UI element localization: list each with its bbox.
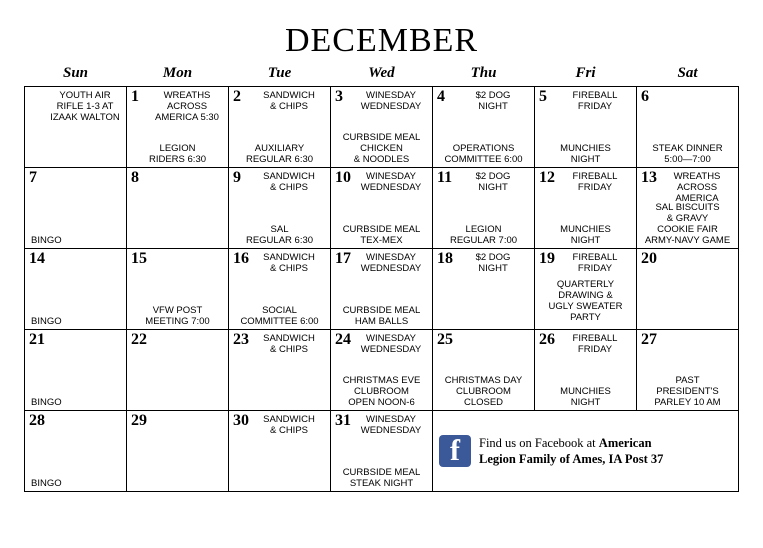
day-note-bottom: MUNCHIES NIGHT: [560, 224, 611, 247]
day-note-bottom: SAL BISCUITS & GRAVY COOKIE FAIR ARMY-NAVY GAME: [644, 202, 731, 247]
calendar-table: [24, 65, 739, 492]
day-note-bottom: AUXILIARY REGULAR 6:30: [245, 143, 314, 166]
weekday-header-sun: Sun: [62, 65, 89, 82]
day-number: 9: [233, 169, 241, 187]
calendar-week-row: [25, 330, 739, 411]
day-note-bottom: CHRISTMAS EVE CLUBROOM OPEN NOON-6: [342, 375, 421, 409]
day-number: 27: [641, 331, 657, 349]
day-number: 13: [641, 169, 657, 187]
facebook-promo-line1: Find us on Facebook at: [479, 436, 596, 451]
day-number: 1: [131, 88, 139, 106]
day-number: 3: [335, 88, 343, 106]
calendar-week-row: [25, 168, 739, 249]
day-note-top: WINESDAY WEDNESDAY: [360, 414, 422, 437]
day-note-bottom: SOCIAL COMMITTEE 6:00: [240, 305, 319, 328]
day-note-bottom: BINGO: [31, 316, 62, 328]
facebook-promo-cell[interactable]: [433, 411, 739, 492]
calendar-week-row: [25, 87, 739, 168]
day-cell[interactable]: [25, 330, 127, 411]
day-note-top: $2 DOG NIGHT: [475, 171, 511, 194]
day-note-bottom: CURBSIDE MEAL CHICKEN & NOODLES: [342, 132, 421, 166]
day-note-top: WINESDAY WEDNESDAY: [360, 333, 422, 356]
day-cell[interactable]: [127, 249, 229, 330]
day-note-top: SANDWICH & CHIPS: [263, 252, 315, 275]
day-number: 30: [233, 412, 249, 430]
day-cell[interactable]: [433, 249, 535, 330]
day-number: 31: [335, 412, 351, 430]
day-note-bottom: BINGO: [31, 478, 62, 490]
day-number: 8: [131, 169, 139, 187]
day-cell[interactable]: [433, 87, 535, 168]
day-cell[interactable]: [331, 249, 433, 330]
day-cell[interactable]: [127, 87, 229, 168]
weekday-header-fri: Fri: [575, 65, 596, 82]
day-number: 28: [29, 412, 45, 430]
day-note-top: SANDWICH & CHIPS: [263, 90, 315, 113]
weekday-header-mon: Mon: [162, 65, 193, 82]
day-number: 25: [437, 331, 453, 349]
day-cell[interactable]: [535, 249, 637, 330]
calendar-week-row: [25, 249, 739, 330]
day-note-top: WREATHS ACROSS AMERICA: [673, 171, 721, 205]
day-note-top: FIREBALL FRIDAY: [572, 333, 618, 356]
day-note-top: FIREBALL FRIDAY: [572, 171, 618, 194]
day-note-bottom: MUNCHIES NIGHT: [560, 386, 611, 409]
day-note-bottom: CURBSIDE MEAL TEX-MEX: [342, 224, 421, 247]
day-note-bottom: CHRISTMAS DAY CLUBROOM CLOSED: [444, 375, 523, 409]
day-number: 24: [335, 331, 351, 349]
day-cell[interactable]: [535, 168, 637, 249]
day-number: 15: [131, 250, 147, 268]
day-number: 20: [641, 250, 657, 268]
weekday-header-row: [25, 65, 739, 87]
day-number: 16: [233, 250, 249, 268]
weekday-header-sat: Sat: [677, 65, 698, 82]
day-note-top: WINESDAY WEDNESDAY: [360, 252, 422, 275]
day-number: 12: [539, 169, 555, 187]
day-cell[interactable]: [25, 168, 127, 249]
facebook-icon: [439, 435, 471, 467]
weekday-header-wed: Wed: [368, 65, 395, 82]
day-number: 10: [335, 169, 351, 187]
day-number: 26: [539, 331, 555, 349]
day-cell[interactable]: [25, 87, 127, 168]
day-cell[interactable]: [433, 168, 535, 249]
day-cell[interactable]: [127, 330, 229, 411]
day-number: 23: [233, 331, 249, 349]
facebook-promo-line2: Legion Family of Ames, IA Post 37: [479, 452, 664, 467]
day-note-bottom: BINGO: [31, 397, 62, 409]
day-note-bottom: STEAK DINNER 5:00—7:00: [652, 143, 723, 166]
day-cell[interactable]: [535, 87, 637, 168]
day-number: 2: [233, 88, 241, 106]
day-note-bottom: VFW POST MEETING 7:00: [145, 305, 210, 328]
day-number: 19: [539, 250, 555, 268]
day-note-bottom: SAL REGULAR 6:30: [245, 224, 314, 247]
day-note-top: YOUTH AIR RIFLE 1-3 AT IZAAK WALTON: [50, 90, 120, 124]
weekday-header-tue: Tue: [267, 65, 292, 82]
calendar-body: [25, 87, 739, 492]
day-note-bottom: OPERATIONS COMMITTEE 6:00: [444, 143, 523, 166]
day-note-top: FIREBALL FRIDAY: [572, 252, 618, 275]
day-note-top: WREATHS ACROSS AMERICA 5:30: [155, 90, 219, 124]
day-cell[interactable]: [127, 168, 229, 249]
day-number: 17: [335, 250, 351, 268]
facebook-promo-org: American: [598, 436, 652, 451]
day-note-bottom: PAST PRESIDENT'S PARLEY 10 AM: [654, 375, 721, 409]
day-cell[interactable]: [25, 249, 127, 330]
day-number: 22: [131, 331, 147, 349]
day-cell[interactable]: [637, 249, 739, 330]
day-note-top: WINESDAY WEDNESDAY: [360, 171, 422, 194]
day-note-bottom: CURBSIDE MEAL HAM BALLS: [342, 305, 421, 328]
day-cell[interactable]: [229, 330, 331, 411]
day-number: 11: [437, 169, 453, 187]
day-cell[interactable]: [229, 411, 331, 492]
day-cell[interactable]: [331, 168, 433, 249]
day-note-top: $2 DOG NIGHT: [475, 90, 511, 113]
day-number: 29: [131, 412, 147, 430]
day-number: 14: [29, 250, 45, 268]
day-cell[interactable]: [331, 411, 433, 492]
day-number: 21: [29, 331, 45, 349]
day-cell[interactable]: [535, 330, 637, 411]
day-note-bottom: MUNCHIES NIGHT: [560, 143, 611, 166]
day-cell[interactable]: [127, 411, 229, 492]
day-number: 7: [29, 169, 37, 187]
day-note-top: FIREBALL FRIDAY: [572, 90, 618, 113]
day-cell[interactable]: [637, 330, 739, 411]
day-cell[interactable]: [229, 249, 331, 330]
day-note-top: WINESDAY WEDNESDAY: [360, 90, 422, 113]
day-cell[interactable]: [229, 168, 331, 249]
day-cell[interactable]: [433, 330, 535, 411]
day-note-bottom: LEGION RIDERS 6:30: [148, 143, 207, 166]
day-cell[interactable]: [331, 87, 433, 168]
day-number: 6: [641, 88, 649, 106]
day-cell[interactable]: [637, 168, 739, 249]
page-title: DECEMBER: [284, 22, 479, 59]
facebook-promo-text: [479, 435, 663, 467]
day-note-top: SANDWICH & CHIPS: [263, 333, 315, 356]
calendar-week-row: [25, 411, 739, 492]
day-note-top: SANDWICH & CHIPS: [263, 414, 315, 437]
day-number: 5: [539, 88, 547, 106]
day-cell[interactable]: [229, 87, 331, 168]
day-note-top: SANDWICH & CHIPS: [263, 171, 315, 194]
day-cell[interactable]: [25, 411, 127, 492]
day-cell[interactable]: [331, 330, 433, 411]
day-number: 18: [437, 250, 453, 268]
day-note-bottom: CURBSIDE MEAL STEAK NIGHT: [342, 467, 421, 490]
day-cell[interactable]: [637, 87, 739, 168]
day-note-bottom: BINGO: [31, 235, 62, 247]
day-note-bottom: LEGION REGULAR 7:00: [449, 224, 518, 247]
calendar-page: [0, 22, 763, 548]
weekday-header-thu: Thu: [470, 65, 497, 82]
day-note-middle: QUARTERLY DRAWING & UGLY SWEATER PARTY: [548, 279, 623, 324]
day-note-top: $2 DOG NIGHT: [475, 252, 511, 275]
day-number: 4: [437, 88, 445, 106]
